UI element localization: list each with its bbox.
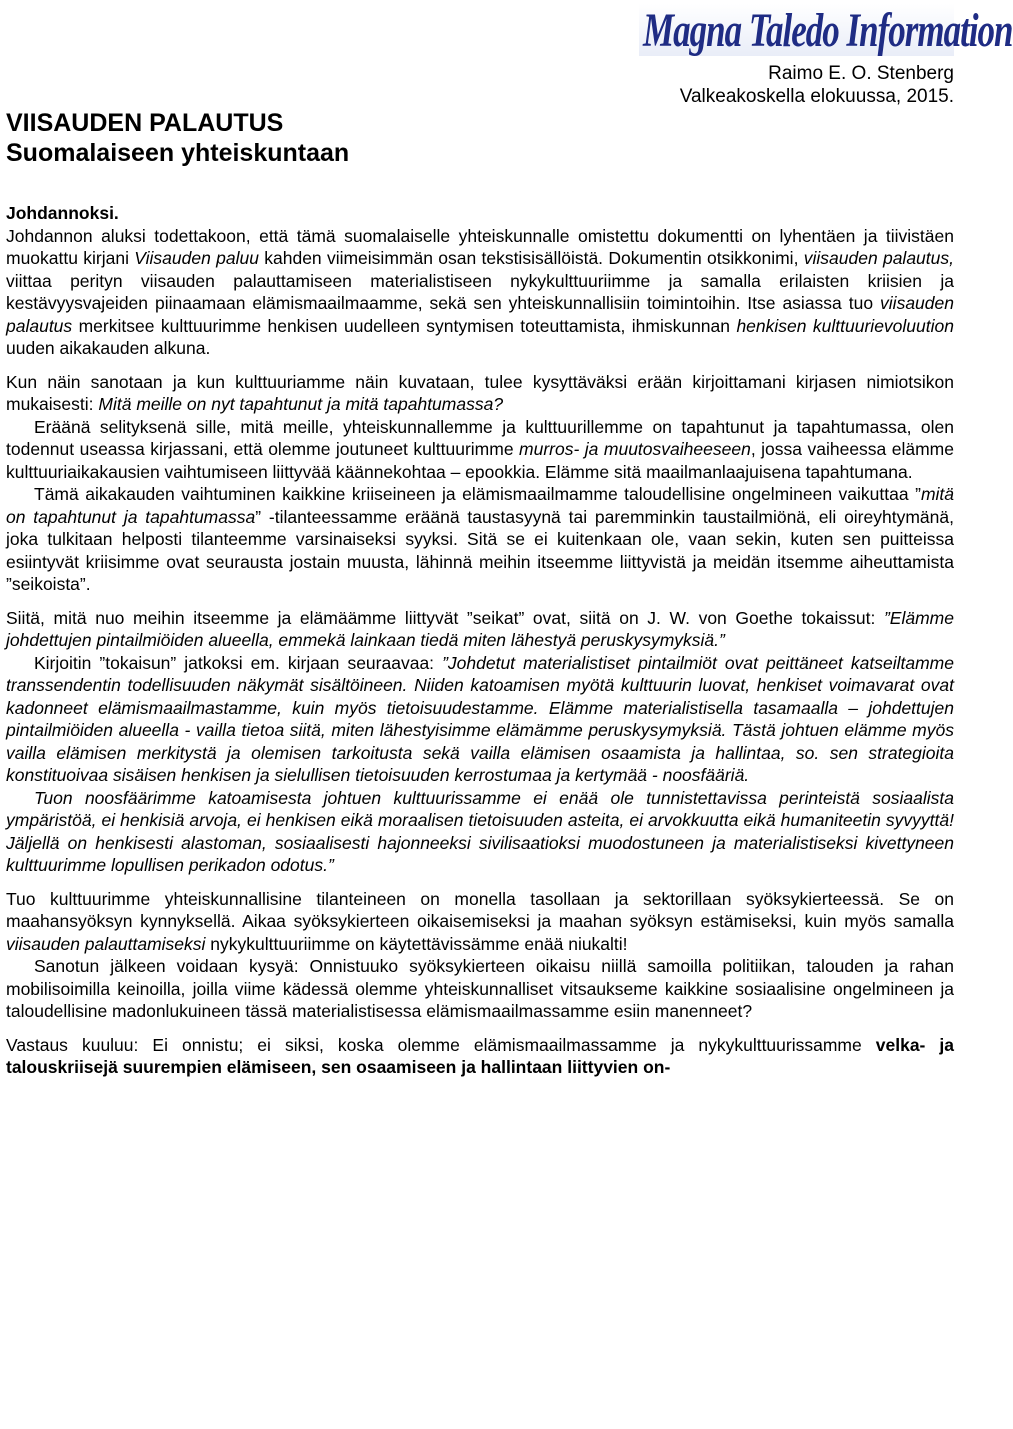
text-run: Johdannon aluksi todettakoon, että tämä suomalaiselle yhteiskunnalle omistettu dokumentti on lyhentäen ja tiivistäen muokattu kirjani [6, 225, 954, 268]
italic-run: viisauden palautus, [803, 248, 954, 268]
document-body [6, 202, 954, 1079]
place-date: Valkeakoskella elokuussa, 2015. [679, 86, 954, 107]
italic-run: viisauden palauttamiseksi [6, 933, 206, 954]
text-run: Tuo kulttuurimme yhteiskunnallisine tilanteineen on monella tasollaan ja sektorillaan syöksykierteessä. Se on maahansyöksyn kynnyksellä. Aikaa syöksykierteen oikaisemiseksi ja maahan syöksyn estämiseksi, kuin myös samalla [6, 888, 954, 931]
italic-run: Tuon noosfäärimme katoamisesta johtuen kulttuurissamme ei enää ole tunnistettavissa perinteistä sosiaalista ympäristöä, ei henkisiä arvoja, ei henkisen eikä moraalisen tietoisuuden asteita, ei arvokkuutta eikä humaniteetin syvyyttä! Jäljellä on henkisesti alastoman, sosiaalisesti hajonneeksi sivilisaatioksi muodostuneen ja materialistiseksi kivettyneen kulttuurimme lopullisen perikadon odotus.” [6, 787, 954, 875]
title-line-2: Suomalaiseen yhteiskuntaan [6, 139, 350, 167]
text-run: Vastaus kuuluu: Ei onnistu; ei siksi, koska olemme elämismaailmassamme ja nykykulttuurissamme [6, 1034, 876, 1055]
italic-run: viisauden palautus [6, 293, 954, 336]
magna-taledo-logo [639, 4, 1013, 57]
section-heading: Johdannoksi. [6, 203, 119, 223]
paragraph-downward-spiral [6, 888, 954, 956]
document-title [6, 108, 349, 168]
bold-run: velka- ja talouskriisejä suurempien elämiseen, sen osaamiseen ja hallintaan liittyvien on- [6, 1034, 955, 1077]
paragraph-era-change [6, 483, 954, 596]
text-run: nykykulttuuriimme on käytettävissämme enää niukalti! [205, 933, 628, 954]
italic-run: ”Elämme johdettujen pintailmiöiden alueella, emmekä lainkaan tiedä miten lähestyä peruskysymyksiä.” [6, 607, 954, 650]
text-run: uuden aikakauden alkuna. [6, 338, 211, 358]
text-run: kahden viimeisimmän osan tekstisisällöistä. Dokumentin otsikkonimi, [258, 248, 804, 268]
author-name: Raimo E. O. Stenberg [768, 63, 954, 84]
paragraph-answer [6, 1034, 954, 1079]
italic-run: ”Johdetut materialistiset pintailmiöt ovat peittäneet katseiltamme transsendentin todellisuuden näkymät sisältöineen. Niiden katoamisen myötä kulttuurin luovat, henkiset voimavarat ovat kadonneet elämismaailmastamme, kuin myös tietoisuudestamme. Elämme materialistisella tasamaalla – johdettujen pintailmiöiden alueella - vailla tietoa siitä, miten lähestyisimme elämämme peruskysymyksiä. Tästä johtuen elämme myös vailla elämisen merkitystä ja olemisen tarkoitusta sekä vailla elämisen osaamista ja hallintaa, so. sen strategioita konstituoivaa sisäisen henkisen ja sielullisen tietoisuuden kerrostumaa ja kertymää - noosfääriä. [6, 652, 954, 785]
text-run: Siitä, mitä nuo meihin itseemme ja elämäämme liittyvät ”seikat” ovat, siitä on J. W. von Goethe tokaissut: [6, 607, 884, 628]
italic-run: Viisauden paluu [134, 248, 259, 268]
text-run: Kun näin sanotaan ja kun kulttuuriamme näin kuvataan, tulee kysyttäväksi erään kirjoittamani kirjasen nimiotsikon mukaisesti: [6, 371, 954, 414]
title-line-1: VIISAUDEN PALAUTUS [6, 109, 284, 137]
author-block [680, 62, 954, 108]
text-run: viittaa perityn viisauden palauttamiseen materialistiseen nykykulttuuriimme ja samalla erilaisten kriisien ja kestävyysvajeiden piinaamaan elämismaailmaamme, sekä sen yhteiskunnallisiin toimintoihin. Itse asiassa tuo [6, 270, 954, 313]
text-run: ” -tilanteessamme eräänä taustasyynä tai paremminkin taustailmiönä, eli oireyhtymänä, joka tulkitaan helposti tilanteemme varsinaiseksi syyksi. Sitä se ei kuitenkaan ole, vaan sekin, kuten sen puitteissa esiintyvät kriisimme ovat seurausta jostain muusta, lähinnä meihin itseemme liittyvistä ja meidän itsemme aiheuttamista ”seikoista”. [6, 506, 954, 594]
paragraph-explanation [6, 416, 954, 484]
paragraph-continuation [6, 652, 954, 787]
italic-run: mitä on tapahtunut ja tapahtumassa [6, 484, 954, 527]
text-run: merkitsee kulttuurimme henkisen uudelleen syntymisen toteuttamista, ihmiskunnan [72, 315, 737, 336]
paragraph-noosphere [6, 787, 954, 877]
paragraph-goethe [6, 607, 954, 652]
paragraph-can-we-ask [6, 955, 954, 1023]
text-run: Kirjoitin ”tokaisun” jatkoksi em. kirjaan seuraavaa: [34, 652, 443, 673]
text-run: Sanotun jälkeen voidaan kysyä: Onnistuuko syöksykierteen oikaisu niillä samoilla politiikan, talouden ja rahan mobilisoimilla keinoilla, joilla viime kädessä olemme yhteiskunnalliset vitsaukseme kaikkine sosiaalisine ongelmineen ja taloudellisine madonlukuineen tässä materialistisessa elämismaailmassamme esiin manenneet? [6, 956, 954, 1021]
text-run: Eräänä selityksenä sille, mitä meille, yhteiskunnallemme ja kulttuurillemme on tapahtunut ja tapahtumassa, olen todennut useassa kirjassani, että olemme joutuneet kulttuurimme [6, 416, 954, 459]
paragraph-question [6, 371, 954, 416]
italic-run: henkisen kulttuurievoluution [736, 315, 954, 336]
logo-text: Magna Taledo Information [643, 4, 1013, 57]
italic-run: Mitä meille on nyt tapahtunut ja mitä tapahtumassa? [98, 394, 504, 414]
italic-run: murros- ja muutosvaiheeseen [519, 439, 751, 459]
text-run: , jossa vaiheessa elämme kulttuuriaikakausien vaihtumiseen liittyvää käännekohtaa – epookkia. Elämme sitä maailmanlaajuisena tapahtumana. [6, 439, 954, 482]
text-run: Tämä aikakauden vaihtuminen kaikkine kriiseineen ja elämismaailmamme taloudellisine ongelmineen vaikuttaa ” [34, 484, 921, 504]
paragraph-intro [6, 225, 954, 360]
